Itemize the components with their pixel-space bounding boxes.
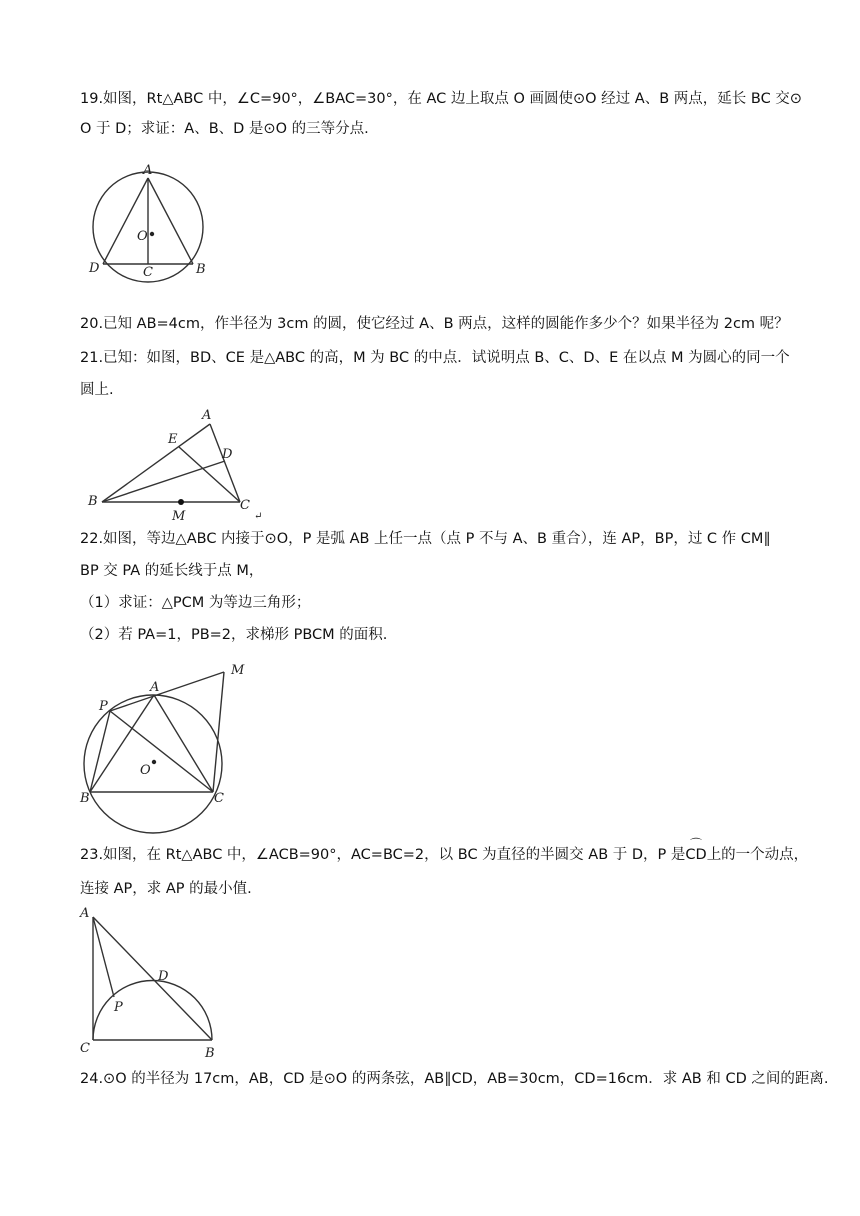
label-a: A: [202, 408, 212, 423]
problem-23-line-1-post: 上的一个动点，: [706, 847, 809, 863]
circle-o: [84, 695, 222, 833]
segment-pb: [90, 711, 110, 792]
problem-21-line-1: 21.已知：如图，BD、CE 是△ABC 的高，M 为 BC 的中点．试说明点 B、C、D、E 在以点 M 为圆心的同一个: [80, 350, 790, 366]
figure-22: [76, 655, 276, 835]
label-c: C: [143, 265, 153, 280]
label-c: C: [214, 791, 224, 806]
label-p: P: [99, 699, 108, 714]
figure-21: [80, 405, 270, 525]
segment-ac: [154, 695, 213, 792]
problem-22-line-4: （2）若 PA=1，PB=2，求梯形 PBCM 的面积.: [80, 627, 388, 643]
problem-19-line-1: 19.如图，Rt△ABC 中，∠C=90°，∠BAC=30°，在 AC 边上取点 O 画圆使⊙O 经过 A、B 两点，延长 BC 交⊙: [80, 91, 802, 107]
problem-21-line-2: 圆上.: [80, 382, 114, 398]
label-o: O: [140, 763, 151, 778]
label-d: D: [158, 969, 169, 984]
segment-ab: [148, 178, 193, 264]
segment-bd: [102, 461, 225, 502]
problem-19-line-2: O 于 D；求证：A、B、D 是⊙O 的三等分点.: [80, 121, 369, 137]
segment-pm: [110, 672, 224, 711]
label-p: P: [114, 1000, 123, 1015]
label-m: M: [172, 509, 186, 524]
problem-23-line-1: [80, 837, 809, 865]
segment-ap: [93, 917, 114, 997]
problem-23-line-2: 连接 AP，求 AP 的最小值.: [80, 881, 252, 897]
label-d: D: [222, 447, 233, 462]
problem-23-line-1-pre: 23.如图，在 Rt△ABC 中，∠ACB=90°，AC=BC=2，以 BC 为直径的半圆交 AB 于 D，P 是: [80, 847, 686, 863]
label-b: B: [196, 262, 206, 277]
problem-20-line-1: 20.已知 AB=4cm，作半径为 3cm 的圆，使它经过 A、B 两点，这样的圆能作多少个？如果半径为 2cm 呢？: [80, 316, 789, 332]
label-d: D: [89, 261, 100, 276]
segment-ac: [210, 424, 240, 502]
label-a: A: [143, 163, 153, 178]
label-b: B: [80, 791, 90, 806]
problem-22-line-2: BP 交 PA 的延长线于点 M，: [80, 563, 264, 579]
label-e: E: [168, 432, 178, 447]
arc-symbol: ⌒: [690, 837, 703, 851]
segment-ba: [102, 424, 210, 502]
segment-ab: [93, 917, 212, 1040]
label-b: B: [88, 494, 98, 509]
problem-22-line-3: （1）求证：△PCM 为等边三角形；: [80, 595, 311, 611]
segment-pc: [110, 711, 213, 792]
label-m: M: [231, 663, 245, 678]
label-c: C: [80, 1041, 90, 1056]
figure-19: [80, 160, 240, 285]
segment-ad: [103, 178, 148, 264]
center-dot: [152, 760, 156, 764]
label-a: A: [80, 906, 90, 921]
arc-cd-label: CD: [685, 847, 707, 863]
semicircle-bc: [93, 981, 212, 1041]
point-m: [178, 499, 184, 505]
label-o: O: [137, 229, 148, 244]
return-mark: ↵: [254, 511, 263, 522]
label-c: C: [240, 498, 250, 513]
label-a: A: [150, 680, 160, 695]
problem-24-line-1: 24.⊙O 的半径为 17cm，AB，CD 是⊙O 的两条弦，AB∥CD，AB=30cm，CD=16cm．求 AB 和 CD 之间的距离.: [80, 1071, 829, 1087]
figure-23: [76, 900, 236, 1070]
label-b: B: [205, 1046, 215, 1061]
problem-22-line-1: 22.如图，等边△ABC 内接于⊙O，P 是弧 AB 上任一点（点 P 不与 A、B 重合），连 AP，BP，过 C 作 CM∥: [80, 531, 771, 547]
arc-cd: [685, 837, 707, 865]
center-dot: [150, 232, 154, 236]
